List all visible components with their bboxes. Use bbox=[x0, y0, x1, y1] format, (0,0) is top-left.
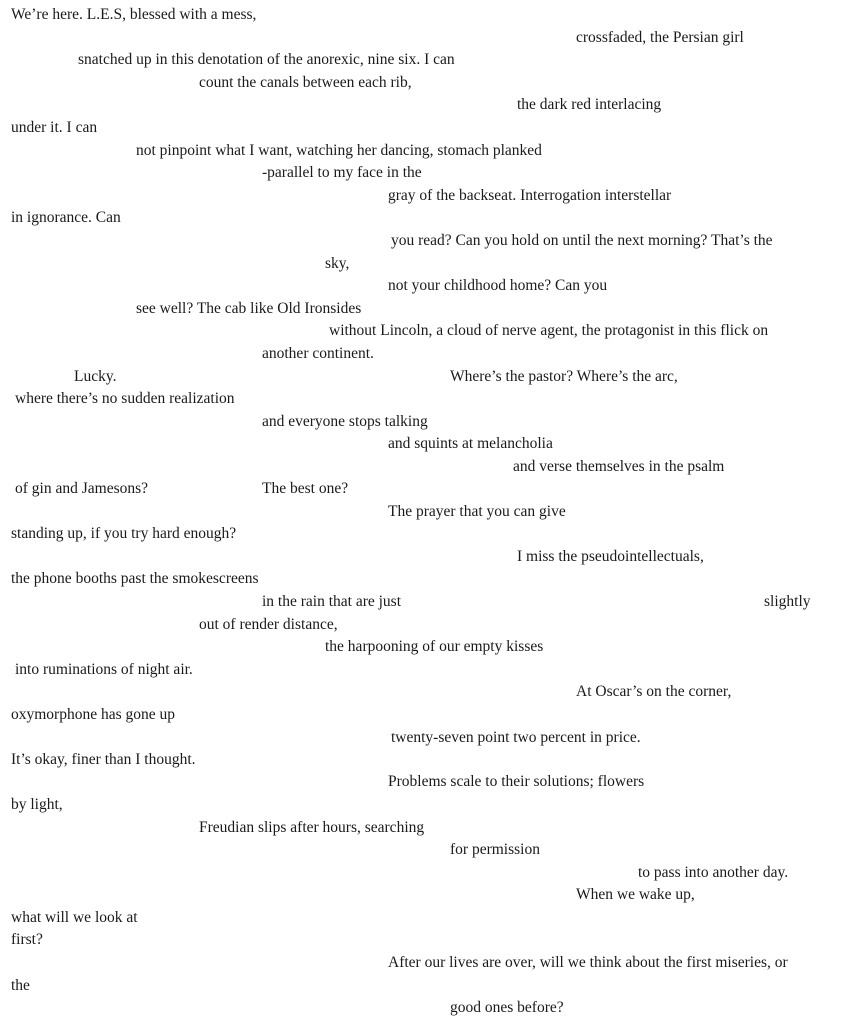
poem-line: sky, bbox=[325, 255, 350, 272]
poem-line: standing up, if you try hard enough? bbox=[11, 525, 237, 542]
poem-line: into ruminations of night air. bbox=[15, 661, 193, 678]
poem-line: without Lincoln, a cloud of nerve agent, the protagonist in this flick on bbox=[329, 322, 769, 339]
poem-line: The prayer that you can give bbox=[388, 503, 566, 520]
poem-line: gray of the backseat. Interrogation interstellar bbox=[388, 187, 672, 204]
poem-line: Freudian slips after hours, searching bbox=[199, 819, 425, 836]
poem-line: the harpooning of our empty kisses bbox=[325, 638, 544, 655]
poem-line: It’s okay, finer than I thought. bbox=[11, 751, 196, 768]
poem-line: We’re here. L.E.S, blessed with a mess, bbox=[11, 6, 257, 23]
poem-line: and verse themselves in the psalm bbox=[513, 458, 725, 475]
poem-line: for permission bbox=[450, 841, 540, 858]
poem-line: to pass into another day. bbox=[638, 864, 789, 881]
poem-line: you read? Can you hold on until the next morning? That’s the bbox=[391, 232, 773, 249]
poem-line: count the canals between each rib, bbox=[199, 74, 412, 91]
poem-line: -parallel to my face in the bbox=[262, 164, 422, 181]
poem-line: good ones before? bbox=[450, 999, 564, 1016]
poem-line: oxymorphone has gone up bbox=[11, 706, 176, 723]
poem-line: After our lives are over, will we think about the first miseries, or bbox=[388, 954, 788, 971]
poem-line: another continent. bbox=[262, 345, 374, 362]
poem-line: The best one? bbox=[262, 480, 349, 497]
poem-line: Problems scale to their solutions; flowers bbox=[388, 773, 645, 790]
poem-line: When we wake up, bbox=[576, 886, 695, 903]
poem-line: At Oscar’s on the corner, bbox=[576, 683, 732, 700]
poem-line: and everyone stops talking bbox=[262, 413, 428, 430]
poem-line: by light, bbox=[11, 796, 63, 813]
poem-line: crossfaded, the Persian girl bbox=[576, 29, 744, 46]
poem-line: under it. I can bbox=[11, 119, 98, 136]
poem-line: slightly bbox=[764, 593, 811, 610]
poem-line: not your childhood home? Can you bbox=[388, 277, 608, 294]
poem-line: snatched up in this denotation of the anorexic, nine six. I can bbox=[78, 51, 455, 68]
poem-line: in ignorance. Can bbox=[11, 209, 121, 226]
poem-line: the phone booths past the smokescreens bbox=[11, 570, 259, 587]
poem-line: of gin and Jamesons? bbox=[15, 480, 149, 497]
poem-line: where there’s no sudden realization bbox=[15, 390, 235, 407]
poem-line: not pinpoint what I want, watching her dancing, stomach planked bbox=[136, 142, 542, 159]
poem-line: in the rain that are just bbox=[262, 593, 402, 610]
poem-line: what will we look at bbox=[11, 909, 138, 926]
poem-line: out of render distance, bbox=[199, 616, 338, 633]
poem-line: the bbox=[11, 977, 30, 994]
poem-line: Where’s the pastor? Where’s the arc, bbox=[450, 368, 678, 385]
poem-line: and squints at melancholia bbox=[388, 435, 553, 452]
poem-line: Lucky. bbox=[74, 368, 117, 385]
poem-line: see well? The cab like Old Ironsides bbox=[136, 300, 362, 317]
poem-line: first? bbox=[11, 931, 43, 948]
poem-line: I miss the pseudointellectuals, bbox=[517, 548, 704, 565]
poem-line: the dark red interlacing bbox=[517, 96, 662, 113]
poem-line: twenty-seven point two percent in price. bbox=[391, 729, 641, 746]
